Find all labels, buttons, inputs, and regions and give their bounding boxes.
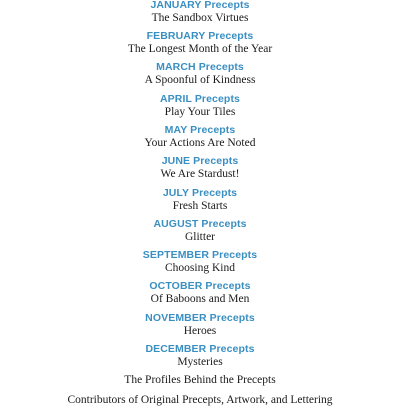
chapter-title: Glitter (184, 231, 216, 243)
month-heading: JANUARY Precepts (150, 0, 250, 11)
toc-entry-contributors[interactable]: Contributors of Original Precepts, Artwork, and Lettering (67, 394, 333, 406)
toc-entry-march[interactable] (0, 61, 400, 87)
month-heading: JUNE Precepts (161, 155, 239, 167)
chapter-title: Heroes (183, 325, 217, 337)
chapter-title: A Spoonful of Kindness (144, 74, 256, 86)
month-heading: SEPTEMBER Precepts (142, 249, 258, 261)
month-heading: OCTOBER Precepts (149, 280, 251, 292)
toc-entry-february[interactable] (0, 30, 400, 56)
chapter-title: The Longest Month of the Year (127, 43, 273, 55)
toc-entry-may[interactable] (0, 124, 400, 150)
toc-entry-august[interactable] (0, 218, 400, 244)
month-heading: MARCH Precepts (156, 61, 244, 73)
month-heading: NOVEMBER Precepts (145, 312, 255, 324)
chapter-title: Choosing Kind (165, 262, 235, 274)
toc-entry-july[interactable] (0, 187, 400, 213)
toc-entry-profiles[interactable]: The Profiles Behind the Precepts (124, 374, 276, 386)
chapter-title: Mysteries (177, 356, 223, 368)
chapter-title: We Are Stardust! (160, 168, 240, 180)
toc-entry-september[interactable] (0, 249, 400, 275)
toc-entry-december[interactable] (0, 343, 400, 369)
toc-entry-april[interactable] (0, 93, 400, 119)
toc-entry-october[interactable] (0, 280, 400, 306)
toc-entry-january[interactable] (0, 0, 400, 25)
chapter-title: Of Baboons and Men (150, 293, 250, 305)
chapter-title: Fresh Starts (172, 200, 228, 212)
month-heading: AUGUST Precepts (153, 218, 247, 230)
chapter-title: Play Your Tiles (164, 106, 236, 118)
toc-entry-june[interactable] (0, 155, 400, 181)
month-heading: FEBRUARY Precepts (146, 30, 254, 42)
month-heading: DECEMBER Precepts (145, 343, 255, 355)
chapter-title: The Sandbox Virtues (151, 12, 249, 24)
month-heading: JULY Precepts (162, 187, 238, 199)
toc-entry-november[interactable] (0, 312, 400, 338)
chapter-title: Your Actions Are Noted (144, 137, 256, 149)
month-heading: APRIL Precepts (160, 93, 240, 105)
month-heading: MAY Precepts (164, 124, 236, 136)
